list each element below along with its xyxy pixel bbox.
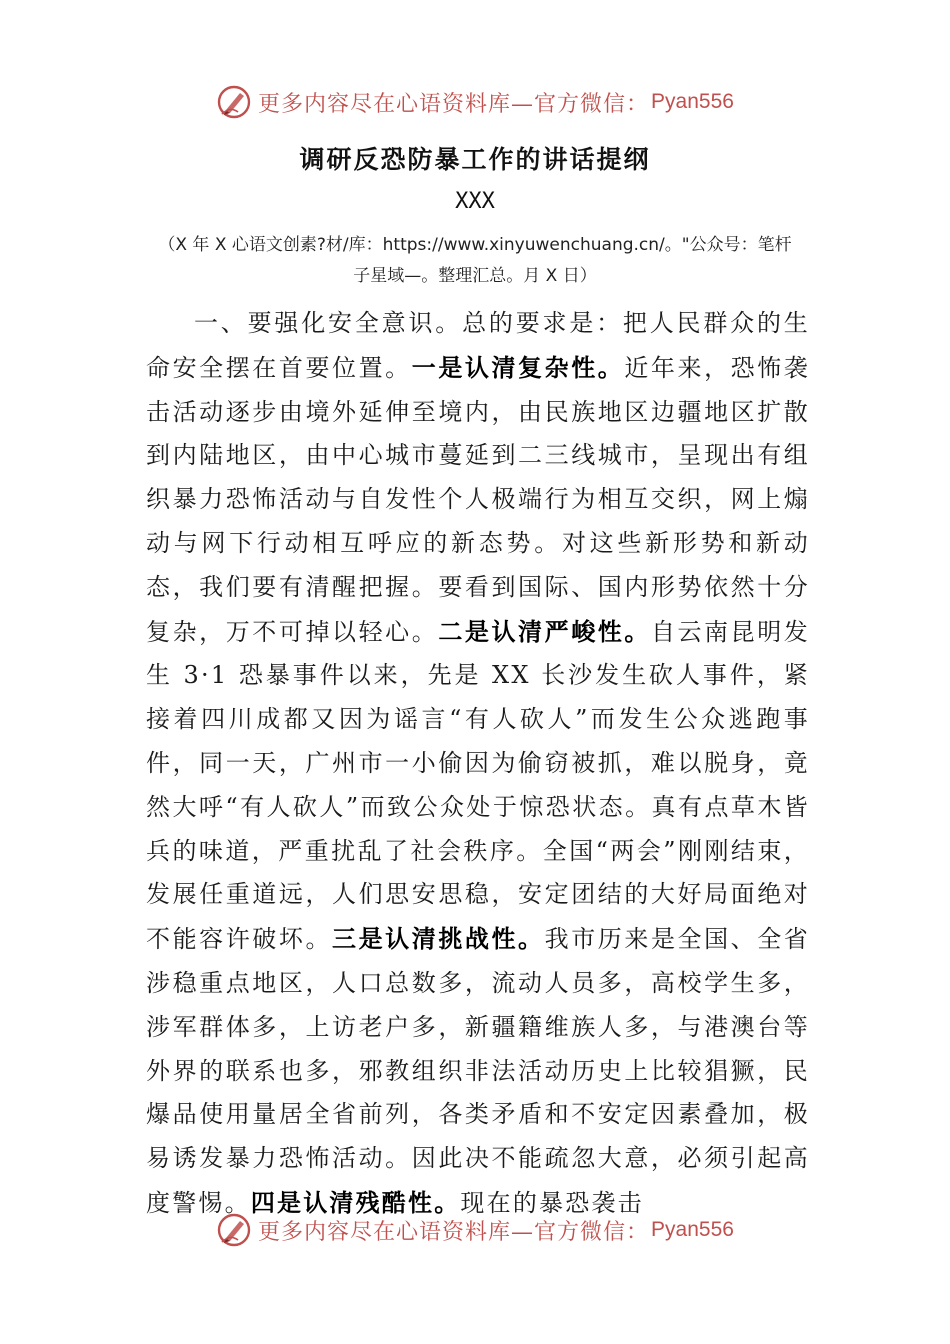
watermark-wechat-id: Pyan556 (651, 90, 734, 113)
document-body (146, 302, 810, 1226)
document-meta-line: （X 年 X 心语文创素?材/库：https://www.xinyuwenchuang.cn/。"公众号：笔杆子星域—。整理汇总。月 X 日） (158, 235, 792, 286)
document-title: 调研反恐防暴工作的讲话提纲 (299, 145, 651, 174)
pen-logo-icon (216, 84, 252, 120)
body-segment: 一、要强化安全意识。总的要求是：把人民群众的生命安全摆在首要位置。 (146, 309, 810, 382)
body-segment: 近年来，恐怖袭击活动逐步由境外延伸至境内，由民族地区边疆地区扩散到内陆地区，由中心城市蔓延到二三线城市，呈现出有组织暴力恐怖活动与自发性个人极端行为相互交织，网上煽动与网下行动相互呼应的新态势。对这些新形势和新动态，我们要有清醒把握。要看到国际、国内形势依然十分复杂，万不可掉以轻心。 (146, 353, 811, 646)
body-paragraph (146, 302, 810, 1226)
watermark-text: 更多内容尽在心语资料库—官方微信： (258, 91, 650, 117)
body-heading-cruelty: 四是认清残酷性。 (250, 1187, 461, 1217)
body-heading-challenge: 三是认清挑战性。 (332, 924, 545, 954)
document-author: XXX (455, 189, 495, 214)
watermark-banner-bottom (0, 1210, 950, 1250)
body-segment: 现在的暴恐袭击 (460, 1188, 644, 1217)
body-segment: 自云南昆明发生 3·1 恐暴事件以来，先是 XX 长沙发生砍人事件，紧接着四川成都又因为谣言“有人砍人”而发生公众逃跑事件，同一天，广州市一小偷因为偷窃被抓，难以脱身，竟然大呼“有人砍人”而致公众处于惊恐状态。真有点草木皆兵的味道，严重扰乱了社会秩序。全国“两会”刚刚结束，发展任重道远，人们思安思稳，安定团结的大好局面绝对不能容许破坏。 (146, 617, 811, 954)
body-heading-complexity: 一是认清复杂性。 (411, 352, 625, 382)
watermark-wechat-id: Pyan556 (651, 1218, 734, 1241)
pen-logo-icon (216, 1212, 252, 1248)
body-segment: 我市历来是全国、全省涉稳重点地区，人口总数多，流动人员多，高校学生多，涉军群体多，上访老户多，新疆籍维族人多，与港澳台等外界的联系也多，邪教组织非法活动历史上比较猖獗，民爆品使用量居全省前列，各类矛盾和不安定因素叠加，极易诱发暴力恐怖活动。因此决不能疏忽大意，必须引起高度警惕。 (146, 925, 811, 1217)
watermark-banner-top (0, 82, 950, 122)
watermark-text: 更多内容尽在心语资料库—官方微信： (258, 1219, 650, 1245)
body-heading-severity: 二是认清严峻性。 (438, 616, 651, 646)
